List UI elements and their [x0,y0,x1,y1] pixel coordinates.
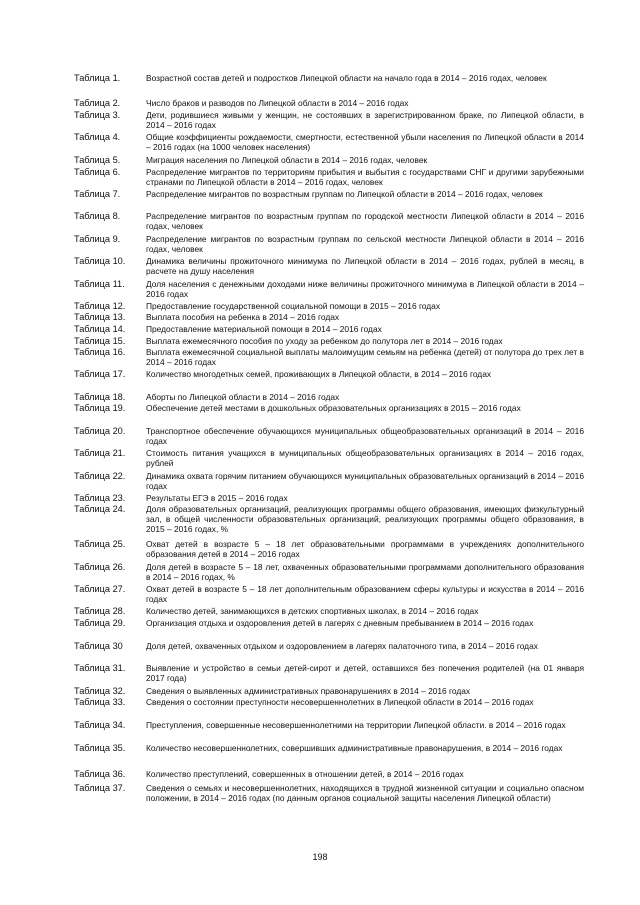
table-number-label: Таблица 34. [74,720,126,730]
table-number-label: Таблица 9. [74,234,121,244]
table-list-item [74,471,584,491]
table-title: Стоимость питания учащихся в муниципальных общеобразовательных организациях в 2014 – 2016 годах, рублей [146,448,584,468]
table-list-item [74,493,584,503]
table-title: Выплата ежемесячного пособия по уходу за ребенком до полутора лет в 2014 – 2016 годах [146,336,503,346]
table-list-item [74,279,584,299]
table-title: Миграция населения по Липецкой области в 2014 – 2016 годах, человек [146,155,428,165]
table-list-item [74,720,584,730]
table-title: Количество детей, занимающихся в детских спортивных школах, в 2014 – 2016 годах [146,606,479,616]
table-list-item [74,769,584,779]
table-list-item [74,686,584,696]
table-number-label: Таблица 21. [74,448,126,458]
table-list-item [74,697,584,707]
table-number-label: Таблица 11. [74,279,125,289]
table-title: Распределение мигрантов по возрастным группам по Липецкой области в 2014 – 2016 годах, человек [146,189,543,199]
table-list-item [74,324,584,334]
table-number-label: Таблица 7. [74,189,121,199]
table-title: Возрастной состав детей и подростков Липецкой области на начало года в 2014 – 2016 годах, человек [146,73,547,83]
table-title: Доля детей, охваченных отдыхом и оздоровлением в лагерях палаточного типа, в 2014 – 2016 годах [146,641,538,651]
table-list-item [74,783,584,803]
table-number-label: Таблица 5. [74,155,121,165]
table-number-label: Таблица 16. [74,347,126,357]
table-number-label: Таблица 35. [74,743,126,753]
table-number-label: Таблица 2. [74,98,121,108]
table-title: Организация отдыха и оздоровления детей в лагерях с дневным пребыванием в 2014 – 2016 годах [146,618,534,628]
table-title: Выявление и устройство в семьи детей-сирот и детей, оставшихся без попечения родителей (на 01 января 2017 года) [146,663,584,683]
table-number-label: Таблица 6. [74,167,121,177]
table-number-label: Таблица 13. [74,312,126,322]
table-title: Охват детей в возрасте 5 – 18 лет образовательными программами в учреждениях дополнительного образования детей в 2014 – 2016 годах [146,539,584,559]
table-title: Количество преступлений, совершенных в отношении детей, в 2014 – 2016 годах [146,769,464,779]
table-list-item [74,641,584,651]
table-list-item [74,234,584,254]
table-title: Предоставление государственной социальной помощи в 2015 – 2016 годах [146,301,441,311]
table-title: Число браков и разводов по Липецкой области в 2014 – 2016 годах [146,98,409,108]
table-number-label: Таблица 18. [74,392,126,402]
table-list-item [74,448,584,468]
table-list-item [74,539,584,559]
table-list-item [74,312,584,322]
table-number-label: Таблица 30 [74,641,123,651]
table-list-item [74,301,584,311]
table-list-item [74,167,584,187]
table-title: Количество многодетных семей, проживающих в Липецкой области, в 2014 – 2016 годах [146,369,492,379]
table-title: Выплата пособия на ребенка в 2014 – 2016 годах [146,312,340,322]
table-title: Доля населения с денежными доходами ниже величины прожиточного минимума в Липецкой области в 2014 – 2016 годах [146,279,584,299]
table-number-label: Таблица 1. [74,73,121,83]
table-list-item [74,584,584,604]
table-title: Предоставление материальной помощи в 2014 – 2016 годах [146,324,382,334]
table-list-item [74,562,584,582]
table-number-label: Таблица 26. [74,562,126,572]
table-list-item [74,98,584,108]
table-title: Сведения о семьях и несовершеннолетних, находящихся в трудной жизненной ситуации и социально опасном положении, в 2014 – 2016 годах (по данным органов социальной защиты населения Липецкой области) [146,783,584,803]
table-title: Доля образовательных организаций, реализующих программы общего образования, имеющих физкультурный зал, в общей численности образовательных организаций, реализующих программы общего образования, в 2015 – 2016 годах, % [146,504,584,534]
table-number-label: Таблица 23. [74,493,126,503]
table-title: Охват детей в возрасте 5 – 18 лет дополнительным образованием сферы культуры и искусства в 2014 – 2016 годах [146,584,584,604]
table-number-label: Таблица 15. [74,336,126,346]
table-number-label: Таблица 29. [74,618,126,628]
table-list-item [74,155,584,165]
table-number-label: Таблица 3. [74,110,121,120]
table-list-item [74,73,584,83]
table-title: Выплата ежемесячной социальной выплаты малоимущим семьям на ребенка (детей) от полутора до трех лет в 2014 – 2016 годах [146,347,584,367]
table-number-label: Таблица 36. [74,769,126,779]
table-list-item [74,392,584,402]
table-list-item [74,618,584,628]
table-number-label: Таблица 12. [74,301,126,311]
table-title: Сведения о состоянии преступности несовершеннолетних в Липецкой области в 2014 – 2016 годах [146,697,534,707]
table-number-label: Таблица 33. [74,697,126,707]
table-title: Транспортное обеспечение обучающихся муниципальных общеобразовательных организаций в 2014 – 2016 годах [146,426,584,446]
table-title: Распределение мигрантов по территориям прибытия и выбытия с государствами СНГ и другими зарубежными странами по Липецкой области в 2014 – 2016 годах, человек [146,167,584,187]
page-number: 198 [312,852,328,862]
table-list-item [74,132,584,152]
table-title: Распределение мигрантов по возрастным группам по городской местности Липецкой области в 2014 – 2016 годах, человек [146,211,584,231]
table-list-item [74,663,584,683]
table-title: Общие коэффициенты рождаемости, смертности, естественной убыли населения по Липецкой области в 2014 – 2016 годах (на 1000 человек населения) [146,132,584,152]
table-number-label: Таблица 31. [74,663,126,673]
table-title: Сведения о выявленных административных правонарушениях в 2014 – 2016 годах [146,686,471,696]
table-list-item [74,743,584,753]
table-number-label: Таблица 14. [74,324,126,334]
table-list-item [74,369,584,379]
table-title: Динамика величины прожиточного минимума по Липецкой области в 2014 – 2016 годах, рублей в месяц, в расчете на душу населения [146,256,584,276]
table-number-label: Таблица 28. [74,606,126,616]
table-number-label: Таблица 17. [74,369,126,379]
table-number-label: Таблица 20. [74,426,126,436]
table-list-item [74,211,584,231]
table-title: Распределение мигрантов по возрастным группам по сельской местности Липецкой области в 2014 – 2016 годах, человек [146,234,584,254]
table-title: Преступления, совершенные несовершеннолетними на территории Липецкой области. в 2014 – 2016 годах [146,720,566,730]
table-number-label: Таблица 22. [74,471,126,481]
table-list-item [74,256,584,276]
table-list-item [74,110,584,130]
table-title: Обеспечение детей местами в дошкольных образовательных организациях в 2015 – 2016 годах [146,403,521,413]
table-title: Количество несовершеннолетних, совершивших административные правонарушения, в 2014 – 2016 годах [146,743,563,753]
table-number-label: Таблица 32. [74,686,126,696]
table-list-item [74,189,584,199]
table-title: Динамика охвата горячим питанием обучающихся муниципальных образовательных организаций в 2014 – 2016 годах [146,471,584,491]
table-number-label: Таблица 27. [74,584,126,594]
table-number-label: Таблица 10. [74,256,126,266]
table-list-item [74,426,584,446]
table-list-item [74,606,584,616]
table-number-label: Таблица 25. [74,539,126,549]
table-number-label: Таблица 19. [74,403,126,413]
table-title: Доля детей в возрасте 5 – 18 лет, охваченных образовательными программами дополнительного образования в 2014 – 2016 годах, % [146,562,584,582]
table-title: Дети, родившиеся живыми у женщин, не состоявших в зарегистрированном браке, по Липецкой области, в 2014 – 2016 годах [146,110,584,130]
table-list-item [74,347,584,367]
table-title: Аборты по Липецкой области в 2014 – 2016 годах [146,392,340,402]
table-list-item [74,403,584,413]
table-number-label: Таблица 8. [74,211,121,221]
table-number-label: Таблица 24. [74,504,126,514]
table-number-label: Таблица 37. [74,783,126,793]
table-number-label: Таблица 4. [74,132,121,142]
table-list-item [74,504,584,534]
table-title: Результаты ЕГЭ в 2015 – 2016 годах [146,493,288,503]
table-list-item [74,336,584,346]
